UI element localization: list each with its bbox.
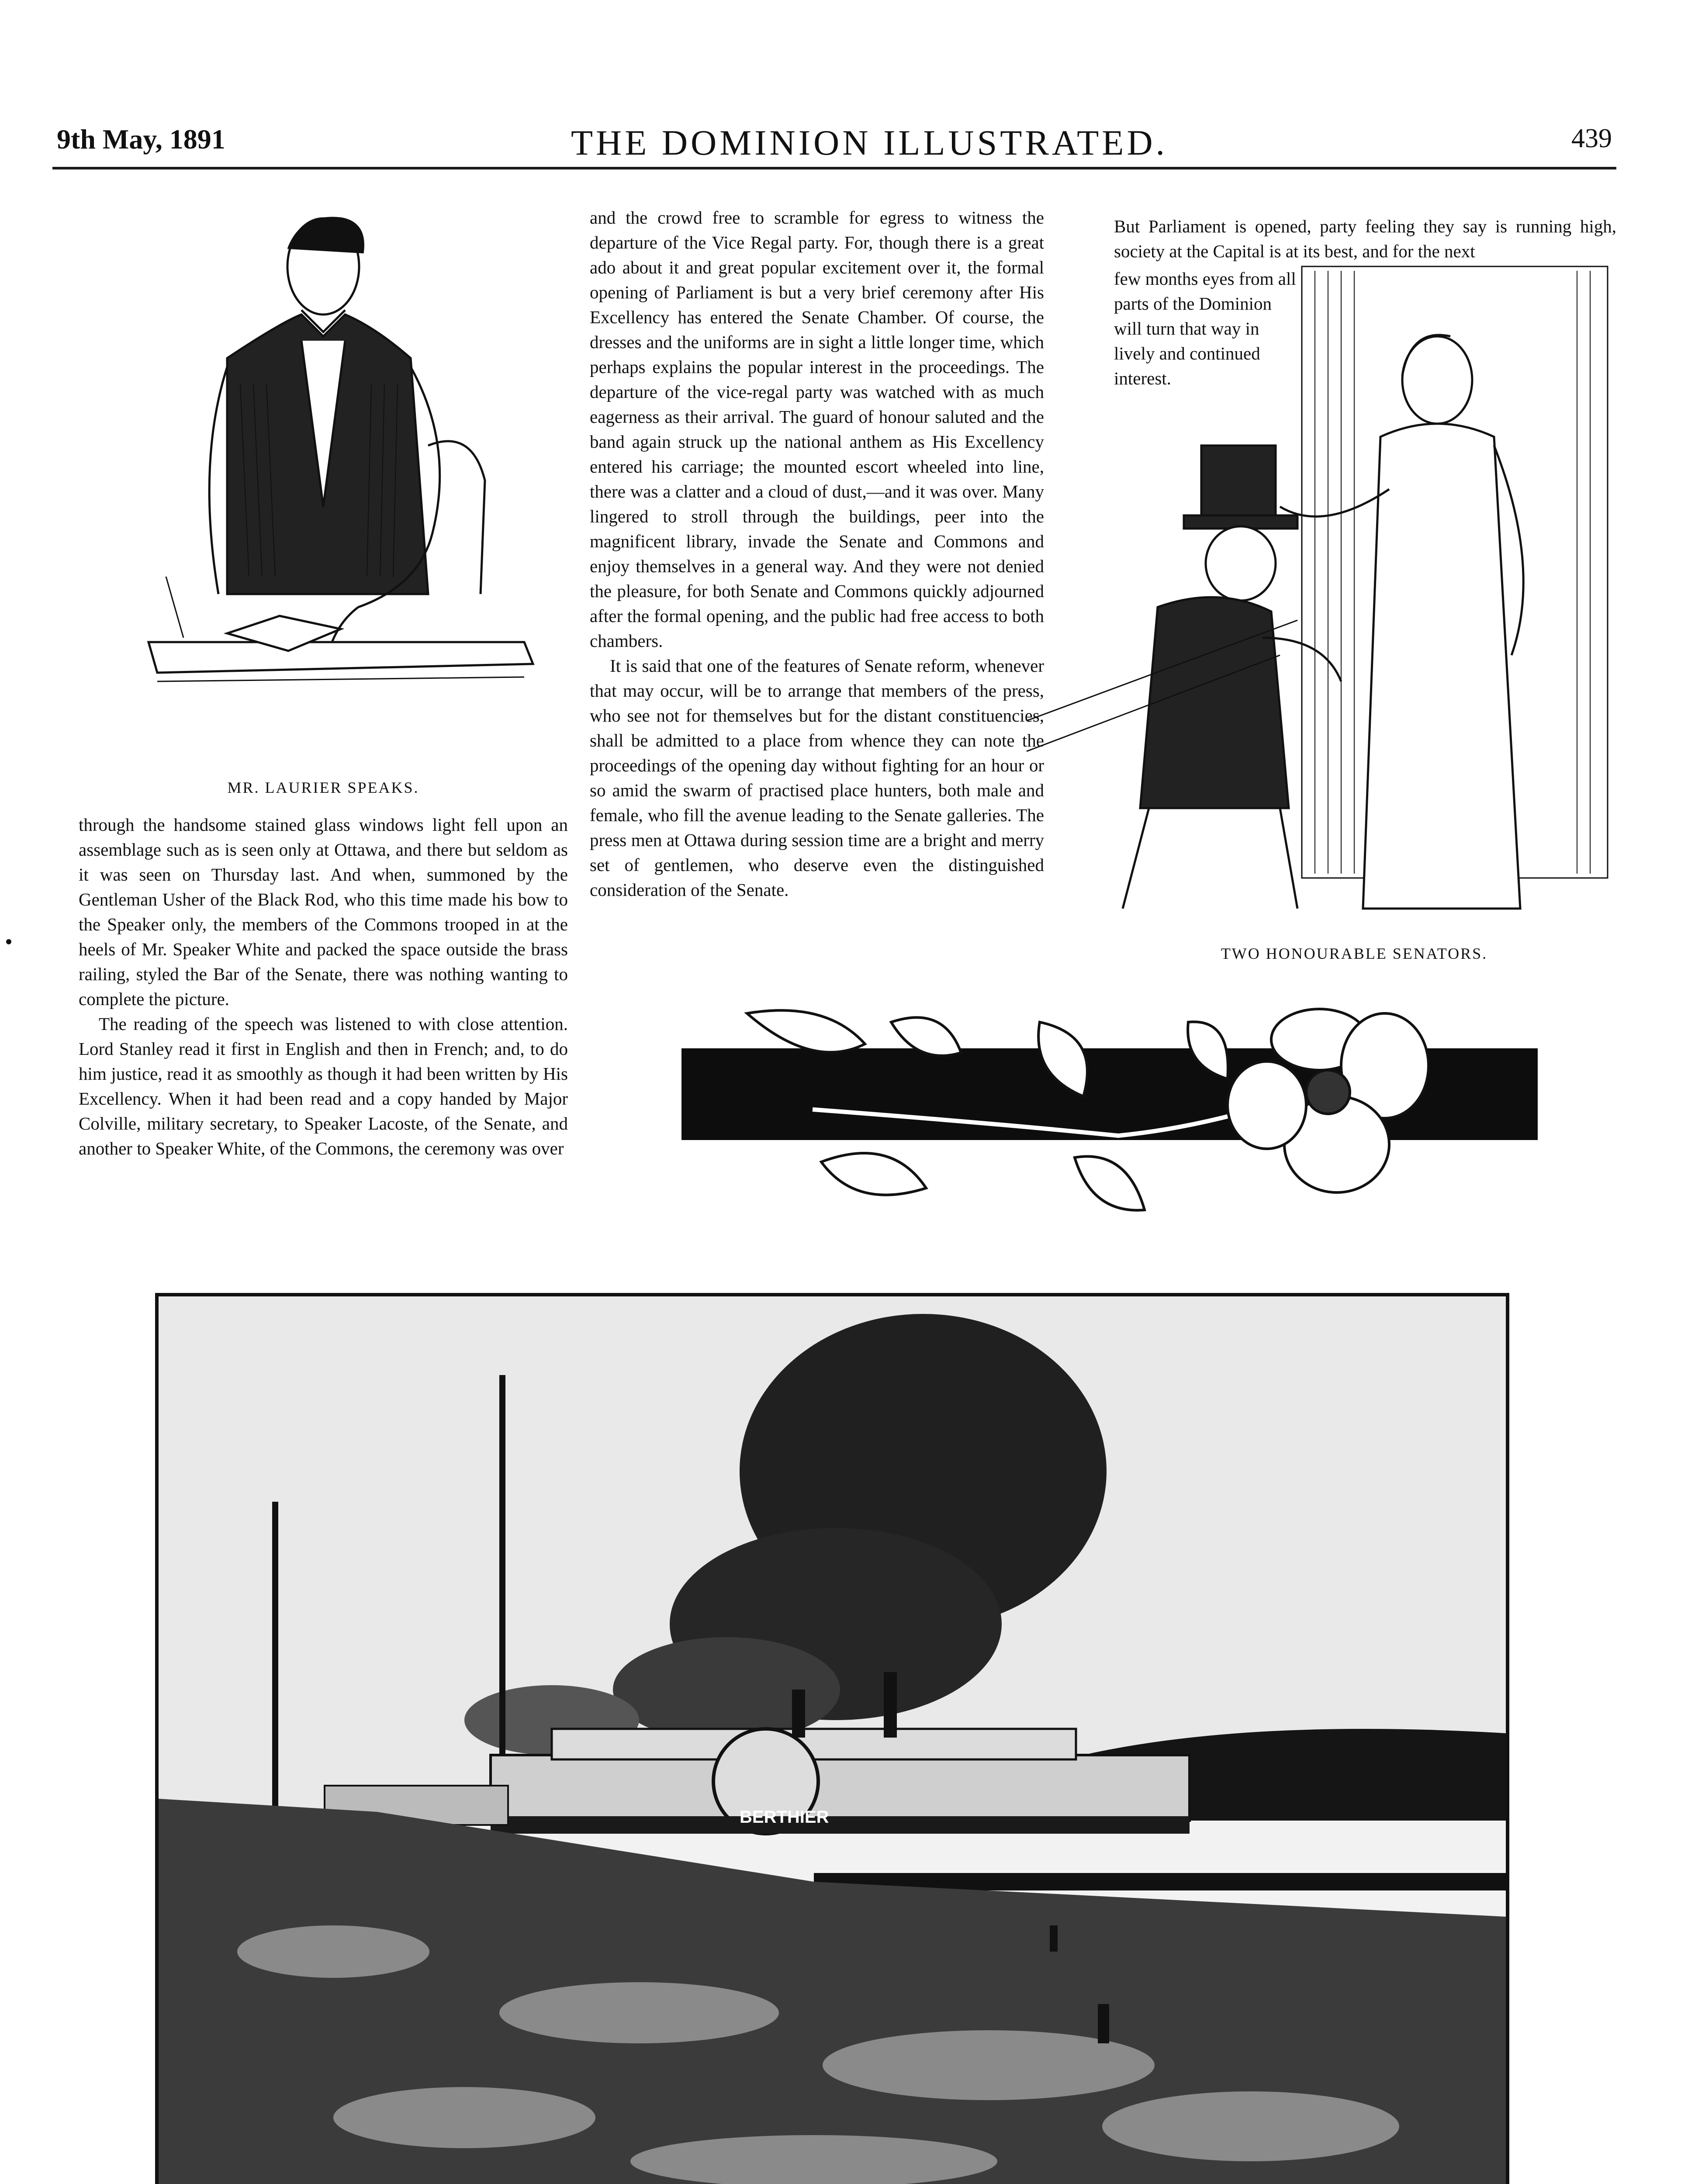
laurier-illustration (96, 201, 559, 764)
header-rule (52, 167, 1616, 169)
senators-caption: TWO HONOURABLE SENATORS. (1221, 945, 1488, 962)
issue-date: 9th May, 1891 (57, 124, 225, 155)
column-b-paragraph-1: and the crowd free to scramble for egress to witness the departure of the Vice Regal party. For, though there is a great ado about it and great popular excitement over it, the formal opening of Parliament is but a very brief ceremony after His Excellency has entered the Senate Chamber. Of course, the dresses and the uniforms are in sight a little longer time, which perhaps explains the popular interest in the proceedings. The departure of the vice-regal party was watched with as much eagerness as their arrival. The guard of honour saluted and the band again struck up the national anthem as His Excellency entered his carriage; the mounted escort wheeled into line, there was a clatter and a cloud of dust,—and it was over. Many lingered to stroll through the buildings, peer into the magnificent library, invade the Senate and Commons and enjoy themselves in a general way. And they were not denied the pleasure, for both Senate and Commons quickly adjourned after the formal opening, and the public had free access to both chambers. (590, 207, 1044, 651)
publication-title: THE DOMINION ILLUSTRATED. (571, 123, 1168, 162)
column-b-paragraph-2: It is said that one of the features of Senate reform, whenever that may occur, will be to arrange that members of the press, who see not for themselves but for the distant constituencies, shall be admitted to a place from whence they can note the proceedings of the opening day without fighting for an hour or so amid the swarm of practised place hunters, both male and female, who fill the avenue leading to the Senate galleries. The press men at Ottawa during session time are a bright and merry set of gentlemen, who deserve even the distinguished consideration of the Senate. (590, 656, 1044, 900)
column-a-paragraph-1: through the handsome stained glass windows light fell upon an assemblage such as is seen only at Ottawa, and there but seldom as it was seen on Thursday last. And when, summoned by the Gentleman Usher of the Black Rod, who this time made his bow to the Speaker only, the members of the Commons trooped in at the heels of Mr. Speaker White and packed the space outside the brass railing, styled the Bar of the Senate, there was nothing wanting to complete the picture. (79, 815, 568, 1009)
steamer-name: BERTHIER (740, 1807, 829, 1827)
senators-illustration (1018, 262, 1621, 926)
column-a-text (79, 812, 568, 1161)
page-number: 439 (1571, 124, 1612, 153)
wharf-photograph (155, 1293, 1509, 2184)
column-c-paragraph-wrap: few months eyes from all parts of the Dominion will turn that way in lively and continued interest. (1114, 269, 1296, 388)
column-b-text (590, 205, 1044, 902)
wharf-scene (159, 1296, 1506, 2184)
column-c-paragraph-top: But Parliament is opened, party feeling they say is running high, society at the Capital is at its best, and for the next (1114, 216, 1616, 261)
laurier-caption: MR. LAURIER SPEAKS. (227, 779, 419, 796)
column-a-paragraph-2: The reading of the speech was listened to with close attention. Lord Stanley read it first in English and then in French; and, to do him justice, read it as smoothly as though it had been written by His Excellency. When it had been read and a copy handed by Major Colville, military secretary, to Speaker Lacoste, of the Senate, and another to Speaker White, of the Commons, the ceremony was over (79, 1014, 568, 1158)
rose-ornament (681, 1005, 1538, 1223)
margin-mark (6, 939, 11, 944)
